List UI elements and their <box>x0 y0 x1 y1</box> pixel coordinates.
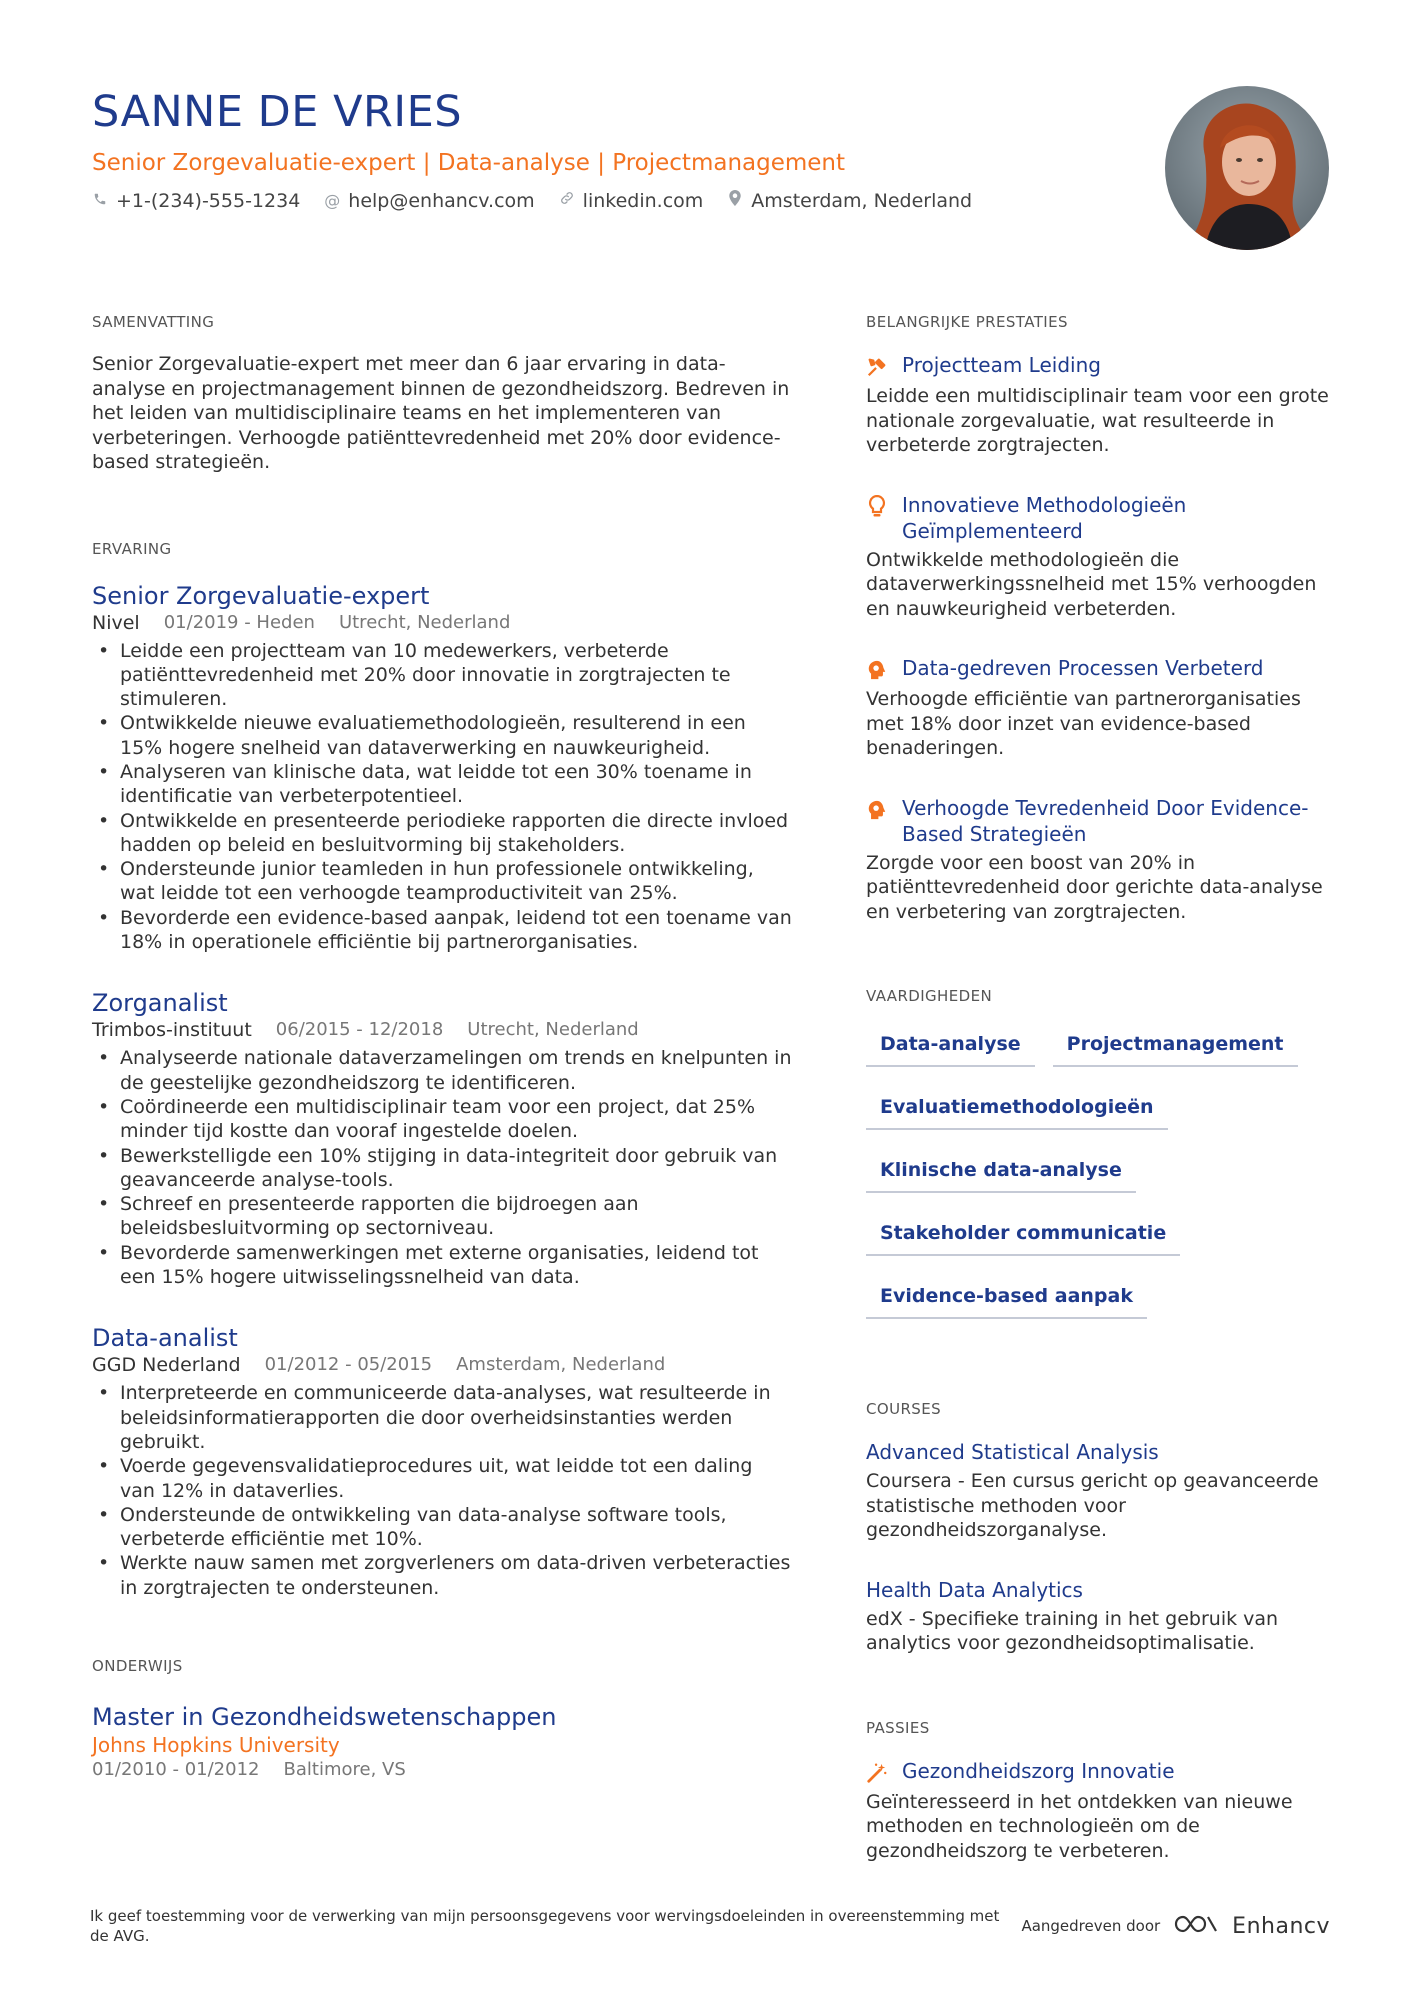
job-bullet: • Coördineerde een multidisciplinair team voor een project, dat 25% minder tijd kostte dan vooraf ingestelde doelen. <box>92 1095 792 1144</box>
enhancv-logo-icon <box>1172 1912 1220 1940</box>
job-dates: 01/2019 - Heden <box>163 611 315 633</box>
headline: Senior Zorgevaluatie-expert | Data-analyse | Projectmanagement <box>92 150 846 176</box>
passions-section <box>866 1718 1336 1864</box>
job-bullet: • Ontwikkelde en presenteerde periodieke rapporten die directe invloed hadden op beleid en besluitvorming bij stakeholders. <box>92 809 792 858</box>
skills-heading: VAARDIGHEDEN <box>866 987 993 1005</box>
course-desc: edX - Specifieke training in het gebruik van analytics voor gezondheidsoptimalisatie. <box>866 1607 1279 1654</box>
summary-section <box>92 312 792 475</box>
job-bullet: • Interpreteerde en communiceerde data-analyses, wat resulteerde in beleidsinformatierapporten die door overheidsinstanties werden gebruikt. <box>92 1381 792 1454</box>
head-icon <box>866 797 888 823</box>
job-dates: 06/2015 - 12/2018 <box>275 1019 444 1041</box>
job-bullet: • Analyseren van klinische data, wat leidde tot een 30% toename in identificatie van verbeterpotentieel. <box>92 760 792 809</box>
passion-item <box>866 1758 1336 1864</box>
job-title: Data-analist <box>92 1324 238 1353</box>
summary-heading: SAMENVATTING <box>92 313 215 331</box>
contact-phone <box>92 188 300 214</box>
job-location: Utrecht, Nederland <box>467 1019 639 1041</box>
job-bullet: • Bewerkstelligde een 10% stijging in data-integriteit door gebruik van geavanceerde analyse-tools. <box>92 1144 792 1193</box>
job-entry <box>92 1323 792 1600</box>
education-heading: ONDERWIJS <box>92 1657 183 1675</box>
course-item <box>866 1439 1336 1543</box>
magic-wand-icon <box>866 1760 888 1786</box>
job-bullet: • Ondersteunde junior teamleden in hun professionele ontwikkeling, wat leidde tot een verhoogde teamproductiviteit van 25%. <box>92 857 792 906</box>
phone-icon <box>92 188 108 214</box>
passion-title: Gezondheidszorg Innovatie <box>902 1758 1175 1783</box>
contact-bar <box>92 188 1152 214</box>
job-company: Nivel <box>92 611 140 634</box>
achievements-heading: BELANGRIJKE PRESTATIES <box>866 313 1068 331</box>
achievement-item <box>866 655 1336 761</box>
job-bullet: • Voerde gegevensvalidatieprocedures uit, wat leidde tot een daling van 12% in dataverlies. <box>92 1454 792 1503</box>
course-title: Advanced Statistical Analysis <box>866 1440 1159 1464</box>
passion-header <box>866 1758 1336 1786</box>
achievement-title: Data-gedreven Processen Verbeterd <box>902 656 1264 680</box>
powered-by <box>1021 1912 1330 1940</box>
courses-heading: COURSES <box>866 1400 942 1418</box>
job-title: Senior Zorgevaluatie-expert <box>92 581 430 610</box>
job-bullet: • Werkte nauw samen met zorgverleners om data-driven verbeteracties in zorgtrajecten te ondersteunen. <box>92 1551 792 1600</box>
job-title: Zorganalist <box>92 989 228 1018</box>
contact-linkedin <box>559 188 704 214</box>
education-dates: 01/2010 - 01/2012 <box>92 1759 260 1780</box>
education-location: Baltimore, VS <box>283 1759 406 1780</box>
course-desc: Coursera - Een cursus gericht op geavanceerde statistische methoden voor gezondheidszorganalyse. <box>866 1470 1319 1541</box>
experience-heading: ERVARING <box>92 539 172 558</box>
job-dates: 01/2012 - 05/2015 <box>264 1354 433 1376</box>
job-bullet: • Leidde een projectteam van 10 medewerkers, verbeterde patiënttevredenheid met 20% door innovatie in zorgtrajecten te stimuleren. <box>92 639 792 712</box>
achievement-title: Verhoogde Tevredenheid Door Evidence-Based Strategieën <box>902 795 1309 846</box>
achievement-item <box>866 352 1336 458</box>
education-meta <box>92 1758 792 1782</box>
achievement-desc: Leidde een multidisciplinair team voor een grote nationale zorgevaluatie, wat resulteerde in verbeterde zorgtrajecten. <box>866 385 1329 456</box>
education-degree: Master in Gezondheidswetenschappen <box>92 1703 557 1731</box>
skill-tag: Evidence-based aanpak <box>866 1280 1147 1319</box>
job-entry <box>92 581 792 955</box>
consent-text: Ik geef toestemming voor de verwerking van mijn persoonsgegevens voor wervingsdoeleinden in overeenstemming met de AVG. <box>90 1907 1000 1945</box>
passion-desc: Geïnteresseerd in het ontdekken van nieuwe methoden en technologieën om de gezondheidszorg te verbeteren. <box>866 1790 1293 1862</box>
skill-tag: Klinische data-analyse <box>866 1154 1136 1193</box>
skills-section <box>866 986 1336 1319</box>
achievement-header <box>866 655 1336 683</box>
job-bullet: • Ondersteunde de ontwikkeling van data-analyse software tools, verbeterde efficiëntie met 10%. <box>92 1503 792 1552</box>
left-column <box>92 312 792 1782</box>
at-icon: @ <box>324 191 341 210</box>
achievement-header <box>866 492 1336 544</box>
summary-text: Senior Zorgevaluatie-expert met meer dan 6 jaar ervaring in data-analyse en projectmanagement binnen de gezondheidszorg. Bedreven in het leiden van multidisciplinaire teams en het implementeren van verbeteringen. Verhoogde patiënttevredenheid met 20% door evidence-based strategieën. <box>92 353 790 473</box>
lightbulb-icon <box>866 494 888 520</box>
job-bullet: • Bevorderde samenwerkingen met externe organisaties, leidend tot een 15% hogere uitwisselingssnelheid van data. <box>92 1241 792 1290</box>
linkedin-text[interactable]: linkedin.com <box>582 190 704 212</box>
achievement-desc: Verhoogde efficiëntie van partnerorganisaties met 18% door inzet van evidence-based benaderingen. <box>866 688 1301 759</box>
job-bullets <box>92 1381 792 1600</box>
location-text: Amsterdam, Nederland <box>751 190 973 212</box>
contact-email <box>324 188 534 214</box>
skill-tag: Projectmanagement <box>1053 1028 1298 1067</box>
job-meta <box>92 1018 792 1042</box>
job-bullet: • Analyseerde nationale dataverzamelingen om trends en knelpunten in de geestelijke gezondheidszorg te identificeren. <box>92 1046 792 1095</box>
achievement-title: Innovatieve Methodologieën Geïmplementeerd <box>902 492 1187 543</box>
job-location: Utrecht, Nederland <box>338 611 511 633</box>
skill-tag: Stakeholder communicatie <box>866 1217 1180 1256</box>
achievement-item <box>866 492 1336 622</box>
profile-photo <box>1165 86 1329 250</box>
email-text[interactable]: help@enhancv.com <box>348 190 535 212</box>
skill-tag: Evaluatiemethodologieën <box>866 1091 1168 1130</box>
achievement-desc: Ontwikkelde methodologieën die dataverwerkingssnelheid met 15% verhoogden en nauwkeurigheid verbeterden. <box>866 548 1317 620</box>
candidate-name: SANNE DE VRIES <box>92 87 463 137</box>
skills-list <box>866 1028 1316 1319</box>
achievement-header <box>866 795 1336 847</box>
location-pin-icon <box>727 188 743 214</box>
phone-text[interactable]: +1-(234)-555-1234 <box>116 190 301 212</box>
achievement-desc: Zorgde voor een boost van 20% in patiënttevredenheid door gerichte data-analyse en verbetering van zorgtrajecten. <box>866 851 1323 923</box>
job-bullet: • Schreef en presenteerde rapporten die bijdroegen aan beleidsbesluitvorming op sectorniveau. <box>92 1192 792 1241</box>
achievement-header <box>866 352 1336 380</box>
powered-by-label: Aangedreven door <box>1021 1917 1161 1935</box>
courses-section <box>866 1399 1336 1656</box>
link-icon <box>559 188 575 214</box>
education-school: Johns Hopkins University <box>92 1733 340 1757</box>
resume-header <box>92 86 1152 214</box>
passions-heading: PASSIES <box>866 1718 930 1737</box>
job-bullets <box>92 1046 792 1289</box>
footer <box>90 1906 1330 1946</box>
job-entry <box>92 988 792 1289</box>
skill-tag: Data-analyse <box>866 1028 1035 1067</box>
job-bullet: • Ontwikkelde nieuwe evaluatiemethodologieën, resulterend in een 15% hogere snelheid van dataverwerking en nauwkeurigheid. <box>92 711 792 760</box>
job-bullets <box>92 639 792 955</box>
contact-location <box>727 188 972 214</box>
course-item <box>866 1577 1336 1656</box>
achievement-title: Projectteam Leiding <box>902 353 1101 377</box>
job-company: GGD Nederland <box>92 1354 241 1377</box>
experience-section <box>92 539 792 1601</box>
tools-icon <box>866 354 888 380</box>
achievements-section <box>866 312 1336 924</box>
achievement-item <box>866 795 1336 925</box>
course-title: Health Data Analytics <box>866 1577 1083 1602</box>
job-location: Amsterdam, Nederland <box>456 1354 666 1376</box>
job-meta <box>92 1353 792 1377</box>
job-bullet: • Bevorderde een evidence-based aanpak, leidend tot een toename van 18% in operationele efficiëntie bij partnerorganisaties. <box>92 906 792 955</box>
right-column <box>866 312 1336 1863</box>
job-meta <box>92 611 792 635</box>
job-company: Trimbos-instituut <box>92 1019 252 1042</box>
education-section <box>92 1656 792 1782</box>
brand-name[interactable]: Enhancv <box>1232 1913 1330 1939</box>
head-icon <box>866 657 888 683</box>
